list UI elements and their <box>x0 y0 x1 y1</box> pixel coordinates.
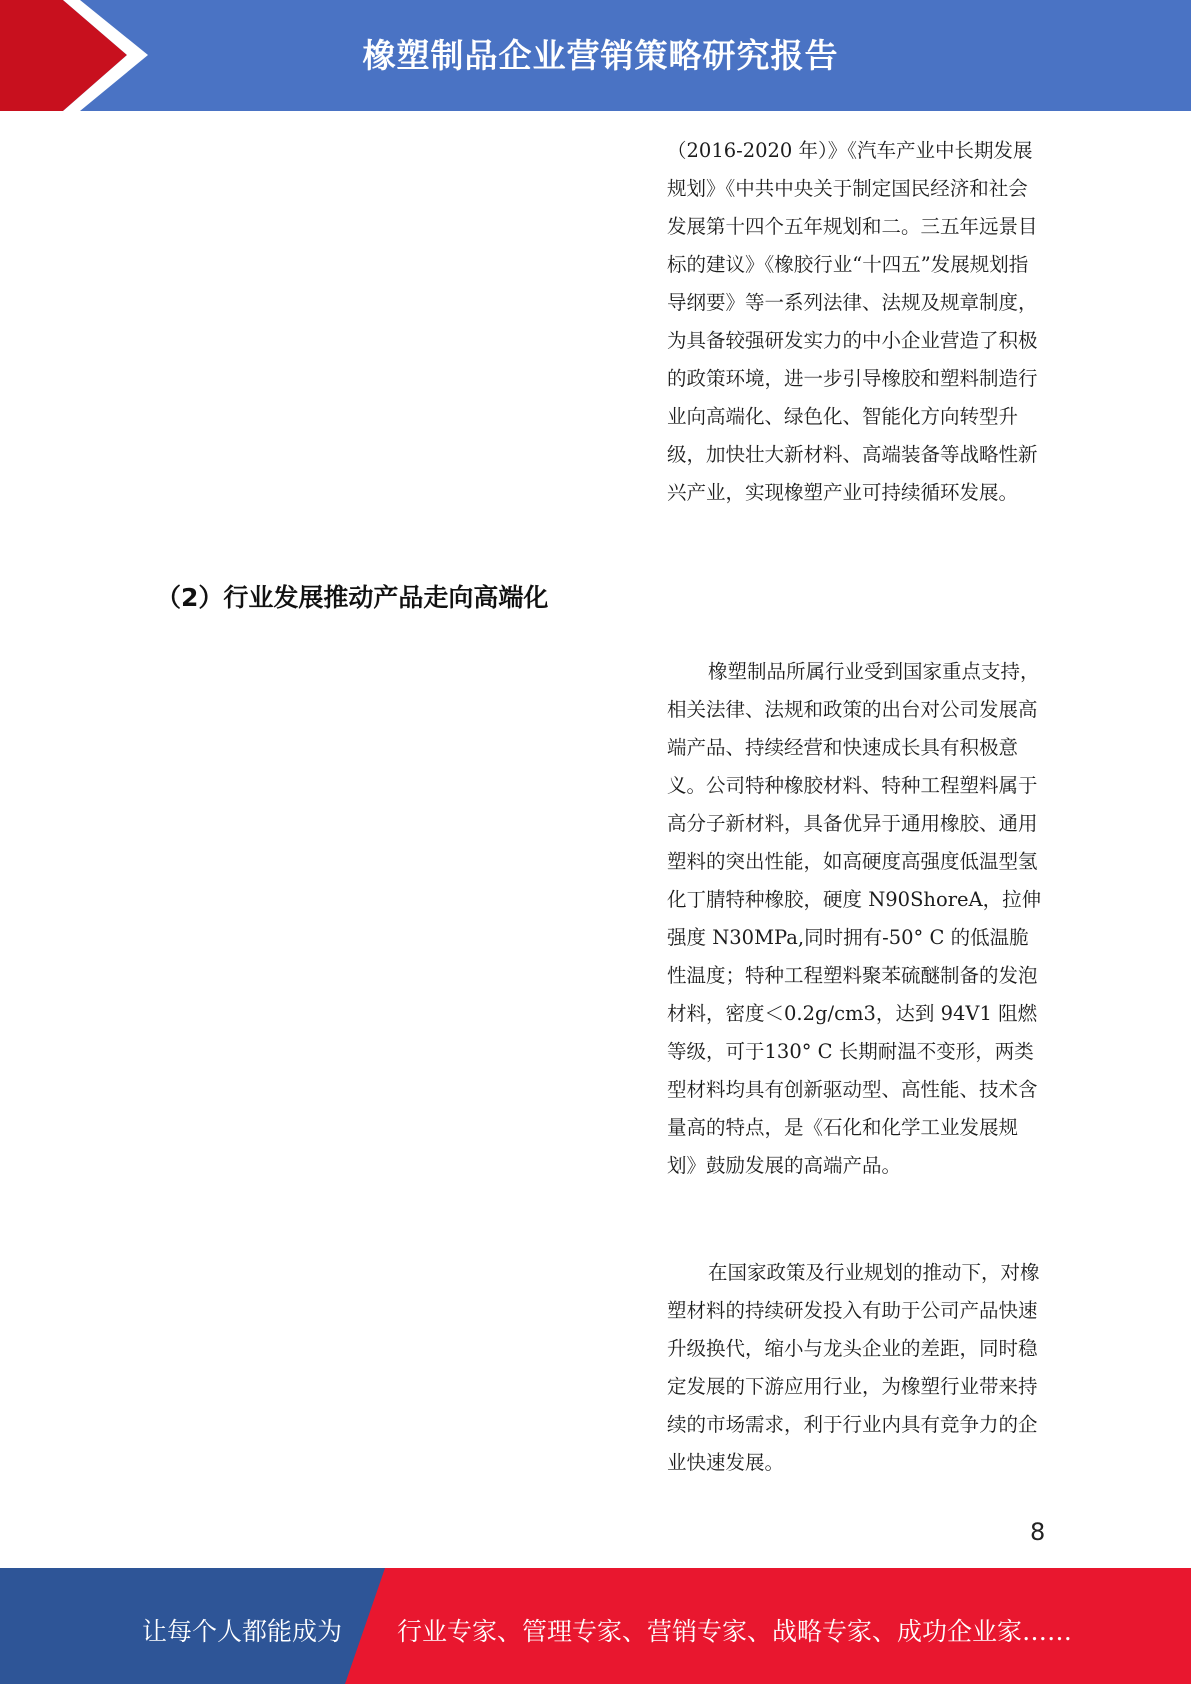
page-header <box>0 0 1191 111</box>
paragraph-policy-drive: 在国家政策及行业规划的推动下，对橡塑材料的持续研发投入有助于公司产品快速升级换代，缩小与龙头企业的差距，同时稳定发展的下游应用行业，为橡塑行业带来持续的市场需求，利于行业内具有竞争力的企业快速发展。 <box>667 1261 1040 1474</box>
paragraph-industry-support: 橡塑制品所属行业受到国家重点支持，相关法律、法规和政策的出台对公司发展高端产品、持续经营和快速成长具有积极意义。公司特种橡胶材料、特种工程塑料属于高分子新材料，具备优异于通用橡胶、通用塑料的突出性能，如高硬度高强度低温型氢化丁腈特种橡胶，硬度 N90ShoreA，拉伸强度 N30MPa,同时拥有-50° C 的低温脆性温度；特种工程塑料聚苯硫醚制备的发泡材料，密度＜0.2g/cm3，达到 94V1 阻燃等级，可于130° C 长期耐温不变形，两类型材料均具有创新驱动型、高性能、技术含量高的特点，是《石化和化学工业发展规划》鼓励发展的高端产品。 <box>667 660 1042 1177</box>
body-text-block-1 <box>667 132 1047 512</box>
page-footer <box>0 1568 1191 1684</box>
footer-slogan-right: 行业专家、管理专家、营销专家、战略专家、成功企业家…… <box>397 1617 1073 1646</box>
body-text-block-3 <box>667 1254 1047 1482</box>
footer-slogan-left: 让每个人都能成为 <box>142 1617 343 1646</box>
page-number: 8 <box>1030 1518 1046 1546</box>
section-heading: （2）行业发展推动产品走向高端化 <box>156 583 549 612</box>
paragraph-policy: （2016-2020 年）》《汽车产业中长期发展规划》《中共中央关于制定国民经济和社会发展第十四个五年规划和二。三五年远景目标的建议》《橡胶行业“十四五”发展规划指导纲要》等一系列法律、法规及规章制度，为具备较强研发实力的中小企业营造了积极的政策环境，进一步引导橡胶和塑料制造行业向高端化、绿色化、智能化方向转型升级，加快壮大新材料、高端装备等战略性新兴产业，实现橡塑产业可持续循环发展。 <box>667 139 1038 504</box>
report-title: 橡塑制品企业营销策略研究报告 <box>362 36 839 75</box>
body-text-block-2 <box>667 653 1047 1185</box>
